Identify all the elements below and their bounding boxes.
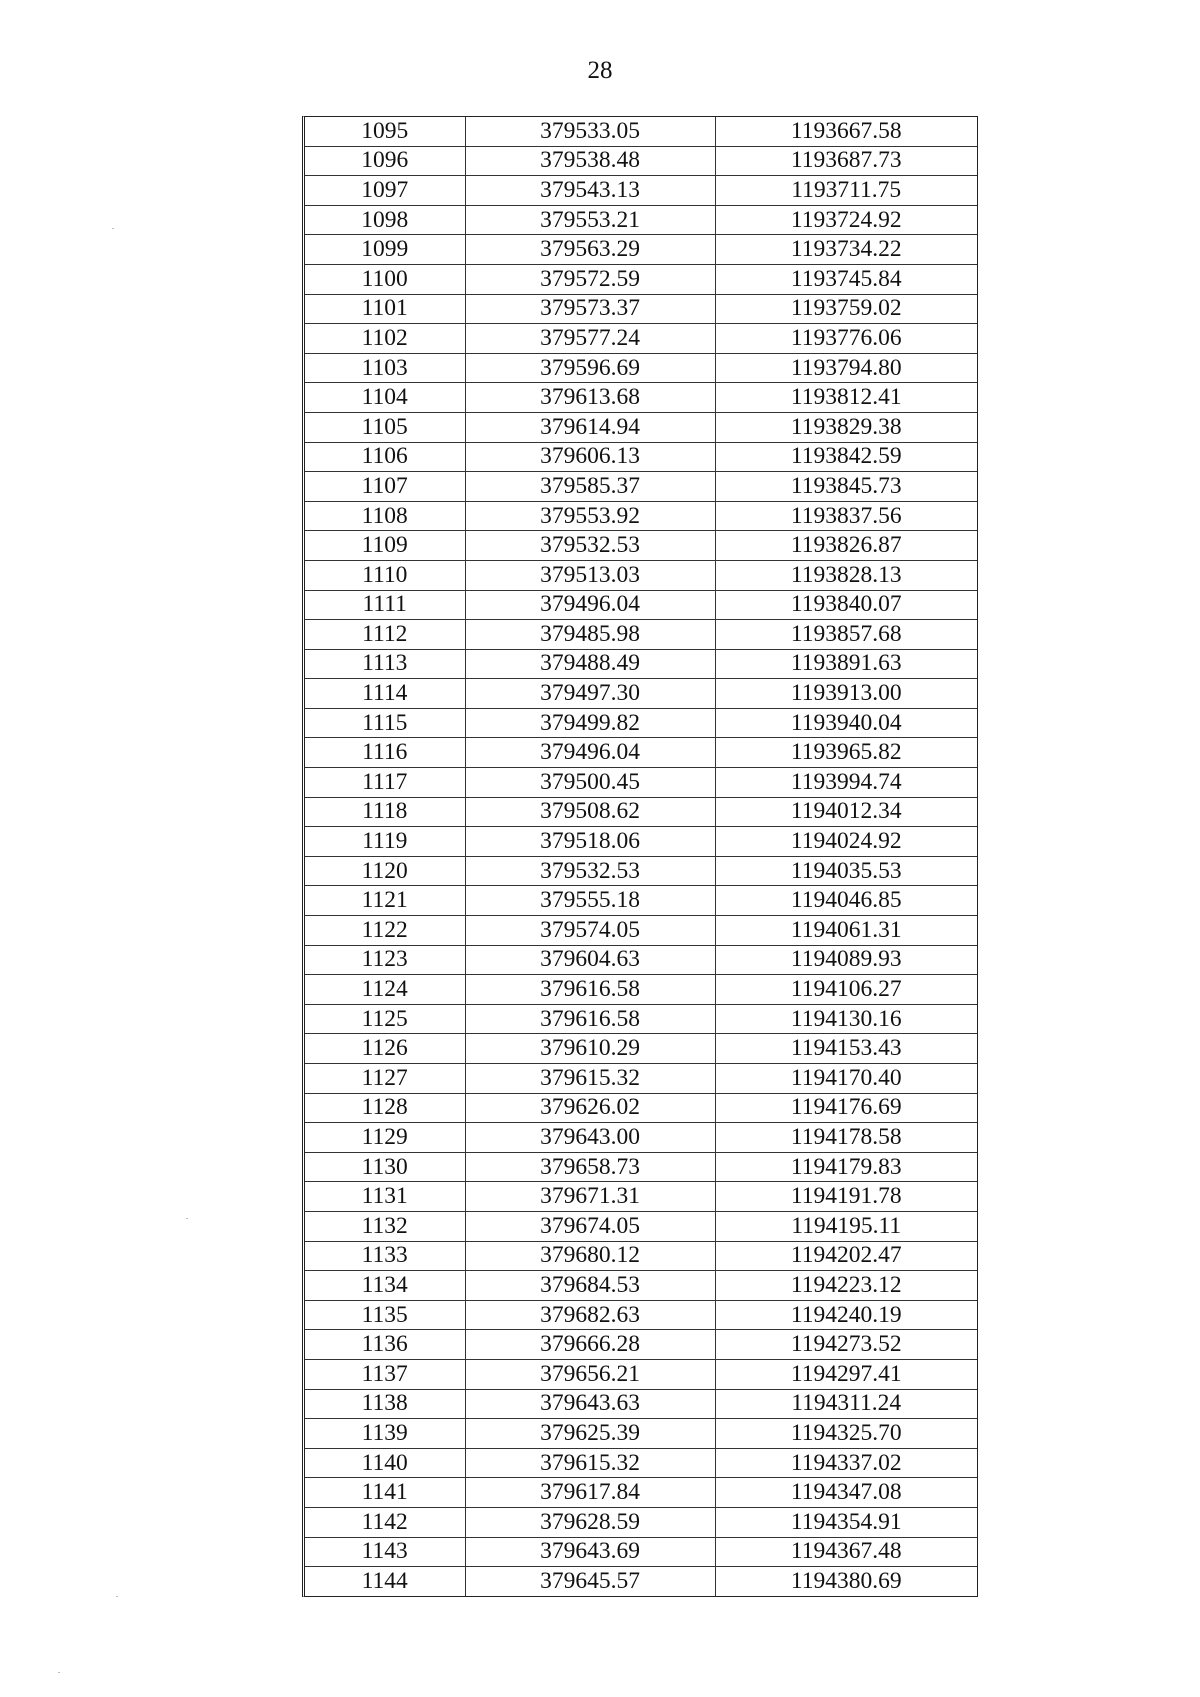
table-row	[305, 649, 977, 679]
y-coordinate-cell: 1194325.70	[715, 1419, 977, 1449]
table-row	[305, 738, 977, 768]
point-number-cell: 1143	[305, 1537, 465, 1567]
x-coordinate-cell: 379645.57	[465, 1567, 715, 1596]
point-number-cell: 1112	[305, 620, 465, 650]
x-coordinate-cell: 379533.05	[465, 117, 715, 146]
table-row	[305, 1123, 977, 1153]
x-coordinate-cell: 379553.92	[465, 501, 715, 531]
point-number-cell: 1139	[305, 1419, 465, 1449]
point-number-cell: 1128	[305, 1093, 465, 1123]
table-row	[305, 1359, 977, 1389]
table-row	[305, 294, 977, 324]
x-coordinate-cell: 379497.30	[465, 679, 715, 709]
table-row	[305, 412, 977, 442]
y-coordinate-cell: 1193994.74	[715, 768, 977, 798]
x-coordinate-cell: 379617.84	[465, 1478, 715, 1508]
x-coordinate-cell: 379616.58	[465, 1004, 715, 1034]
x-coordinate-cell: 379488.49	[465, 649, 715, 679]
table-row	[305, 590, 977, 620]
point-number-cell: 1096	[305, 146, 465, 176]
x-coordinate-cell: 379573.37	[465, 294, 715, 324]
x-coordinate-cell: 379543.13	[465, 176, 715, 206]
table-row	[305, 235, 977, 265]
x-coordinate-cell: 379626.02	[465, 1093, 715, 1123]
table-row	[305, 679, 977, 709]
point-number-cell: 1095	[305, 117, 465, 146]
y-coordinate-cell: 1193776.06	[715, 324, 977, 354]
y-coordinate-cell: 1193842.59	[715, 442, 977, 472]
y-coordinate-cell: 1194273.52	[715, 1330, 977, 1360]
table-row	[305, 1211, 977, 1241]
point-number-cell: 1125	[305, 1004, 465, 1034]
table-row	[305, 916, 977, 946]
scan-speck	[58, 1672, 60, 1673]
x-coordinate-cell: 379513.03	[465, 560, 715, 590]
scan-speck	[186, 1218, 188, 1219]
point-number-cell: 1115	[305, 708, 465, 738]
table-row	[305, 205, 977, 235]
y-coordinate-cell: 1193845.73	[715, 472, 977, 502]
point-number-cell: 1129	[305, 1123, 465, 1153]
point-number-cell: 1103	[305, 353, 465, 383]
table-row	[305, 975, 977, 1005]
point-number-cell: 1102	[305, 324, 465, 354]
y-coordinate-cell: 1194153.43	[715, 1034, 977, 1064]
table-row	[305, 1182, 977, 1212]
point-number-cell: 1122	[305, 916, 465, 946]
table-row	[305, 797, 977, 827]
x-coordinate-cell: 379615.32	[465, 1448, 715, 1478]
x-coordinate-cell: 379613.68	[465, 383, 715, 413]
point-number-cell: 1138	[305, 1389, 465, 1419]
y-coordinate-cell: 1194046.85	[715, 886, 977, 916]
x-coordinate-cell: 379604.63	[465, 945, 715, 975]
y-coordinate-cell: 1194024.92	[715, 827, 977, 857]
x-coordinate-cell: 379684.53	[465, 1271, 715, 1301]
table-row	[305, 1567, 977, 1596]
point-number-cell: 1099	[305, 235, 465, 265]
coordinates-table-container	[302, 116, 978, 1597]
table-row	[305, 1241, 977, 1271]
y-coordinate-cell: 1194240.19	[715, 1300, 977, 1330]
y-coordinate-cell: 1194130.16	[715, 1004, 977, 1034]
point-number-cell: 1131	[305, 1182, 465, 1212]
x-coordinate-cell: 379596.69	[465, 353, 715, 383]
y-coordinate-cell: 1193724.92	[715, 205, 977, 235]
x-coordinate-cell: 379508.62	[465, 797, 715, 827]
point-number-cell: 1101	[305, 294, 465, 324]
table-row	[305, 1507, 977, 1537]
x-coordinate-cell: 379577.24	[465, 324, 715, 354]
y-coordinate-cell: 1193759.02	[715, 294, 977, 324]
point-number-cell: 1141	[305, 1478, 465, 1508]
table-row	[305, 176, 977, 206]
y-coordinate-cell: 1194311.24	[715, 1389, 977, 1419]
table-row	[305, 1300, 977, 1330]
point-number-cell: 1119	[305, 827, 465, 857]
table-row	[305, 383, 977, 413]
x-coordinate-cell: 379518.06	[465, 827, 715, 857]
table-row	[305, 1034, 977, 1064]
point-number-cell: 1142	[305, 1507, 465, 1537]
table-row	[305, 768, 977, 798]
y-coordinate-cell: 1194195.11	[715, 1211, 977, 1241]
y-coordinate-cell: 1194202.47	[715, 1241, 977, 1271]
coordinates-table-body	[305, 117, 977, 1596]
x-coordinate-cell: 379658.73	[465, 1152, 715, 1182]
table-row	[305, 472, 977, 502]
y-coordinate-cell: 1193794.80	[715, 353, 977, 383]
y-coordinate-cell: 1193828.13	[715, 560, 977, 590]
x-coordinate-cell: 379485.98	[465, 620, 715, 650]
scan-speck	[112, 228, 114, 229]
table-row	[305, 1271, 977, 1301]
x-coordinate-cell: 379532.53	[465, 856, 715, 886]
y-coordinate-cell: 1193965.82	[715, 738, 977, 768]
point-number-cell: 1117	[305, 768, 465, 798]
table-row	[305, 1389, 977, 1419]
x-coordinate-cell: 379671.31	[465, 1182, 715, 1212]
point-number-cell: 1118	[305, 797, 465, 827]
point-number-cell: 1136	[305, 1330, 465, 1360]
point-number-cell: 1127	[305, 1064, 465, 1094]
table-row	[305, 620, 977, 650]
table-row	[305, 1004, 977, 1034]
y-coordinate-cell: 1194223.12	[715, 1271, 977, 1301]
x-coordinate-cell: 379610.29	[465, 1034, 715, 1064]
y-coordinate-cell: 1194061.31	[715, 916, 977, 946]
point-number-cell: 1123	[305, 945, 465, 975]
x-coordinate-cell: 379553.21	[465, 205, 715, 235]
x-coordinate-cell: 379680.12	[465, 1241, 715, 1271]
x-coordinate-cell: 379538.48	[465, 146, 715, 176]
point-number-cell: 1140	[305, 1448, 465, 1478]
y-coordinate-cell: 1193745.84	[715, 264, 977, 294]
table-row	[305, 856, 977, 886]
point-number-cell: 1135	[305, 1300, 465, 1330]
x-coordinate-cell: 379555.18	[465, 886, 715, 916]
y-coordinate-cell: 1193857.68	[715, 620, 977, 650]
table-row	[305, 1152, 977, 1182]
x-coordinate-cell: 379625.39	[465, 1419, 715, 1449]
y-coordinate-cell: 1194337.02	[715, 1448, 977, 1478]
x-coordinate-cell: 379656.21	[465, 1359, 715, 1389]
table-row	[305, 1064, 977, 1094]
table-row	[305, 886, 977, 916]
x-coordinate-cell: 379496.04	[465, 738, 715, 768]
point-number-cell: 1107	[305, 472, 465, 502]
point-number-cell: 1104	[305, 383, 465, 413]
x-coordinate-cell: 379585.37	[465, 472, 715, 502]
point-number-cell: 1108	[305, 501, 465, 531]
y-coordinate-cell: 1193840.07	[715, 590, 977, 620]
point-number-cell: 1121	[305, 886, 465, 916]
x-coordinate-cell: 379606.13	[465, 442, 715, 472]
table-row	[305, 1478, 977, 1508]
point-number-cell: 1134	[305, 1271, 465, 1301]
point-number-cell: 1130	[305, 1152, 465, 1182]
y-coordinate-cell: 1193940.04	[715, 708, 977, 738]
y-coordinate-cell: 1194106.27	[715, 975, 977, 1005]
x-coordinate-cell: 379496.04	[465, 590, 715, 620]
y-coordinate-cell: 1194170.40	[715, 1064, 977, 1094]
x-coordinate-cell: 379615.32	[465, 1064, 715, 1094]
y-coordinate-cell: 1194347.08	[715, 1478, 977, 1508]
y-coordinate-cell: 1193891.63	[715, 649, 977, 679]
y-coordinate-cell: 1194191.78	[715, 1182, 977, 1212]
scan-speck	[116, 1596, 118, 1597]
point-number-cell: 1120	[305, 856, 465, 886]
y-coordinate-cell: 1193829.38	[715, 412, 977, 442]
x-coordinate-cell: 379674.05	[465, 1211, 715, 1241]
x-coordinate-cell: 379563.29	[465, 235, 715, 265]
y-coordinate-cell: 1193711.75	[715, 176, 977, 206]
x-coordinate-cell: 379628.59	[465, 1507, 715, 1537]
table-row	[305, 1419, 977, 1449]
y-coordinate-cell: 1194089.93	[715, 945, 977, 975]
point-number-cell: 1100	[305, 264, 465, 294]
x-coordinate-cell: 379500.45	[465, 768, 715, 798]
x-coordinate-cell: 379666.28	[465, 1330, 715, 1360]
y-coordinate-cell: 1194179.83	[715, 1152, 977, 1182]
point-number-cell: 1126	[305, 1034, 465, 1064]
x-coordinate-cell: 379643.63	[465, 1389, 715, 1419]
table-row	[305, 146, 977, 176]
y-coordinate-cell: 1194354.91	[715, 1507, 977, 1537]
y-coordinate-cell: 1193812.41	[715, 383, 977, 413]
point-number-cell: 1111	[305, 590, 465, 620]
y-coordinate-cell: 1193826.87	[715, 531, 977, 561]
x-coordinate-cell: 379614.94	[465, 412, 715, 442]
y-coordinate-cell: 1193734.22	[715, 235, 977, 265]
table-row	[305, 531, 977, 561]
table-row	[305, 708, 977, 738]
y-coordinate-cell: 1193837.56	[715, 501, 977, 531]
point-number-cell: 1105	[305, 412, 465, 442]
x-coordinate-cell: 379643.00	[465, 1123, 715, 1153]
point-number-cell: 1144	[305, 1567, 465, 1596]
table-row	[305, 1330, 977, 1360]
x-coordinate-cell: 379643.69	[465, 1537, 715, 1567]
point-number-cell: 1110	[305, 560, 465, 590]
table-row	[305, 353, 977, 383]
point-number-cell: 1137	[305, 1359, 465, 1389]
point-number-cell: 1114	[305, 679, 465, 709]
y-coordinate-cell: 1194380.69	[790, 1567, 902, 1594]
point-number-cell: 1109	[305, 531, 465, 561]
point-number-cell: 1106	[305, 442, 465, 472]
point-number-cell: 1098	[305, 205, 465, 235]
x-coordinate-cell: 379532.53	[465, 531, 715, 561]
table-row	[305, 560, 977, 590]
table-row	[305, 1093, 977, 1123]
point-number-cell: 1133	[305, 1241, 465, 1271]
point-number-cell: 1132	[305, 1211, 465, 1241]
y-coordinate-cell: 1194297.41	[715, 1359, 977, 1389]
table-row	[305, 264, 977, 294]
y-coordinate-cell: 1194035.53	[715, 856, 977, 886]
table-row	[305, 1537, 977, 1567]
x-coordinate-cell: 379572.59	[465, 264, 715, 294]
table-row	[305, 945, 977, 975]
y-coordinate-cell: 1193687.73	[715, 146, 977, 176]
y-coordinate-cell: 1194178.58	[715, 1123, 977, 1153]
page-number: 28	[587, 57, 613, 84]
y-coordinate-cell: 1193913.00	[715, 679, 977, 709]
table-row	[305, 117, 977, 146]
y-coordinate-cell: 1193667.58	[715, 117, 977, 146]
point-number-cell: 1097	[305, 176, 465, 206]
table-row	[305, 1448, 977, 1478]
point-number-cell: 1124	[305, 975, 465, 1005]
coordinates-table	[305, 117, 977, 1596]
table-row	[305, 501, 977, 531]
x-coordinate-cell: 379616.58	[465, 975, 715, 1005]
table-row	[305, 442, 977, 472]
x-coordinate-cell: 379574.05	[465, 916, 715, 946]
point-number-cell: 1113	[305, 649, 465, 679]
y-coordinate-cell: 1194176.69	[715, 1093, 977, 1123]
table-row	[305, 827, 977, 857]
x-coordinate-cell: 379682.63	[465, 1300, 715, 1330]
x-coordinate-cell: 379499.82	[465, 708, 715, 738]
point-number-cell: 1116	[305, 738, 465, 768]
y-coordinate-cell: 1194367.48	[715, 1537, 977, 1567]
y-coordinate-cell: 1194012.34	[715, 797, 977, 827]
table-row	[305, 324, 977, 354]
